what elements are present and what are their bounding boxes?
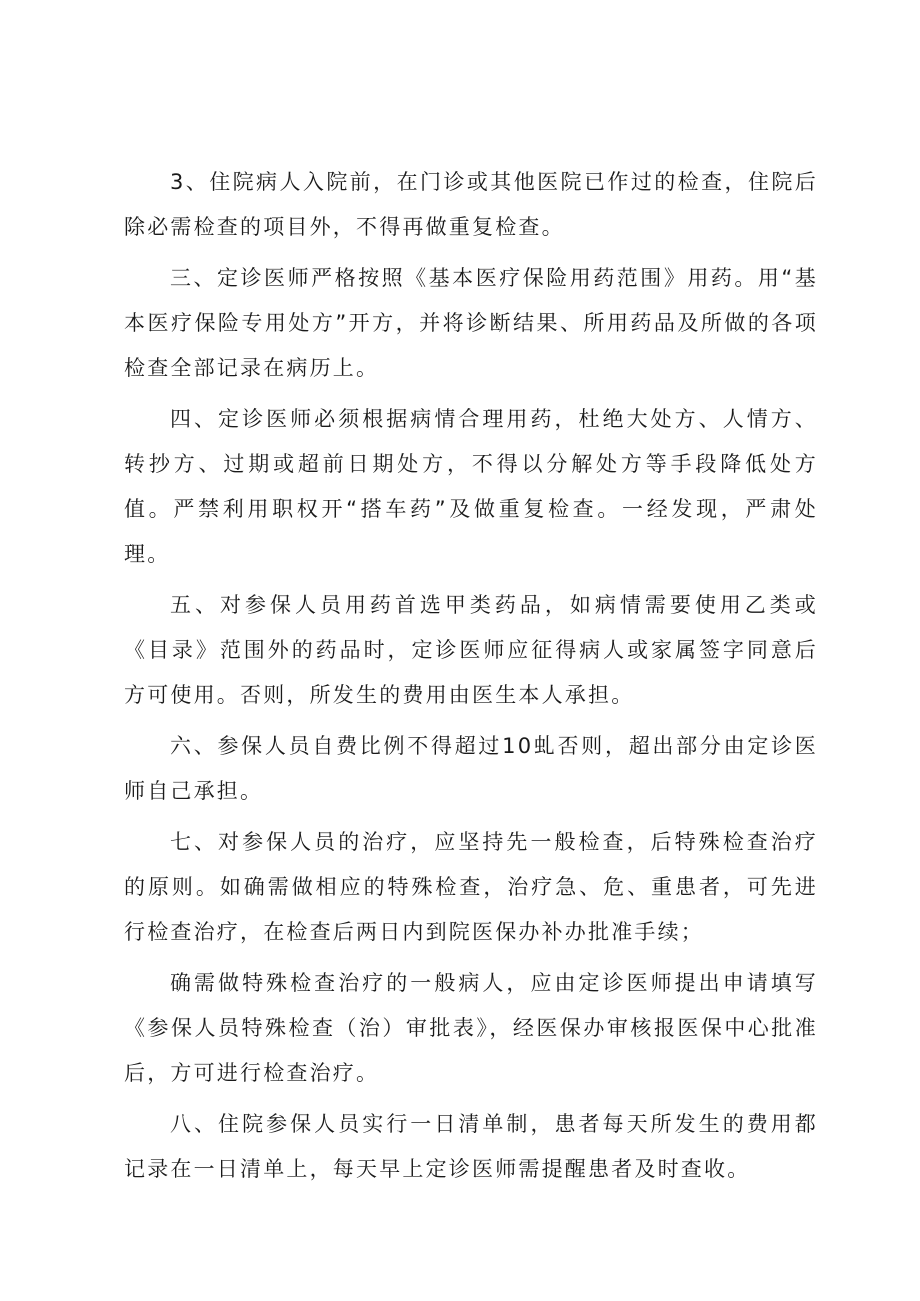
paragraph-section-5: 五、对参保人员用药首选甲类药品，如病情需要使用乙类或《目录》范围外的药品时，定诊医师应征得病人或家属签字同意后方可使用。否则，所发生的费用由医生本人承担。: [124, 593, 818, 707]
paragraph-item-3: 3、住院病人入院前，在门诊或其他医院已作过的检查，住院后除必需检查的项目外，不得再做重复检查。: [124, 170, 818, 239]
paragraph-section-3: 三、定诊医师严格按照《基本医疗保险用药范围》用药。用“基本医疗保险专用处方”开方，并将诊断结果、所用药品及所做的各项检查全部记录在病历上。: [124, 266, 818, 380]
paragraph-section-8: 八、住院参保人员实行一日清单制，患者每天所发生的费用都记录在一日清单上，每天早上定诊医师需提醒患者及时查收。: [124, 1112, 818, 1181]
document-body: [124, 160, 818, 1198]
paragraph-section-6: 六、参保人员自费比例不得超过10虬否则，超出部分由定诊医师自己承担。: [124, 734, 818, 803]
paragraph-section-7-continued: 确需做特殊检查治疗的一般病人，应由定诊医师提出申请填写《参保人员特殊检查（治）审批表》，经医保办审核报医保中心批准后，方可进行检查治疗。: [124, 971, 818, 1085]
paragraph-section-4: 四、定诊医师必须根据病情合理用药，杜绝大处方、人情方、转抄方、过期或超前日期处方，不得以分解处方等手段降低处方值。严禁利用职权开“搭车药”及做重复检查。一经发现，严肃处理。: [124, 407, 818, 566]
paragraph-section-7: 七、对参保人员的治疗，应坚持先一般检查，后特殊检查治疗的原则。如确需做相应的特殊检查，治疗急、危、重患者，可先进行检查治疗，在检查后两日内到院医保办补办批准手续；: [124, 830, 818, 944]
